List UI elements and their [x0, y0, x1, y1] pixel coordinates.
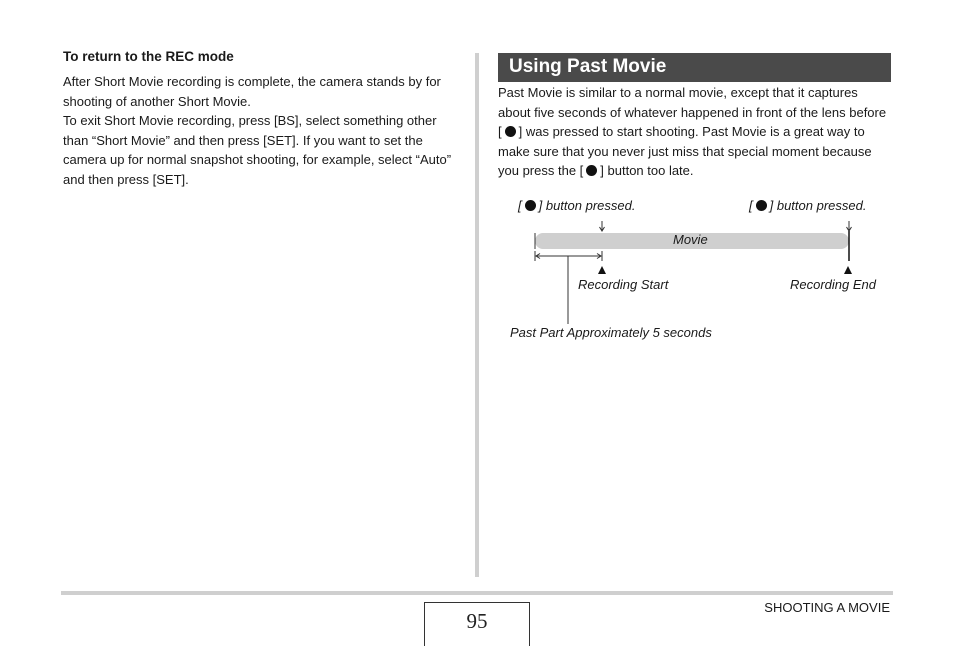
right-press-close: ] button pressed.	[769, 198, 867, 213]
recording-start-label: Recording Start	[578, 277, 669, 292]
intro-part-3: ] button too late.	[600, 163, 694, 178]
right-press-label	[749, 198, 866, 214]
footer-section-name: SHOOTING A MOVIE	[764, 600, 890, 615]
page-number: 95	[466, 609, 488, 633]
short-movie-standby-text: After Short Movie recording is complete, the camera stands by for shooting of another Short Movie.	[63, 74, 441, 109]
recording-end-label: Recording End	[790, 277, 876, 292]
footer-divider	[61, 591, 893, 595]
past-movie-description	[498, 83, 891, 181]
past-part-label: Past Part Approximately 5 seconds	[510, 325, 712, 340]
page-number-box	[424, 602, 530, 646]
left-press-open: [	[518, 198, 522, 213]
intro-part-1: Past Movie is similar to a normal movie, except that it captures about five seconds of whatever happened in front of the lens before [	[498, 85, 887, 139]
shutter-button-icon	[505, 126, 516, 137]
section-title: Using Past Movie	[509, 56, 667, 77]
return-rec-mode-heading: To return to the REC mode	[63, 49, 234, 64]
shutter-button-icon	[756, 200, 767, 211]
exit-short-movie-text: To exit Short Movie recording, press [BS], select something other than “Short Movie” and then press [SET]. If you want to set the camera up for normal snapshot shooting, for example, select “Auto” and then press [SET].	[63, 113, 452, 187]
intro-part-2: ] was pressed to start shooting. Past Movie is a great way to make sure that you never just miss that special moment because you press the [	[498, 124, 872, 178]
section-header	[498, 53, 891, 82]
left-press-close: ] button pressed.	[538, 198, 636, 213]
right-press-open: [	[749, 198, 753, 213]
recording-start-marker	[598, 266, 606, 274]
movie-bar-label: Movie	[673, 232, 708, 247]
recording-end-marker	[844, 266, 852, 274]
left-press-label	[518, 198, 635, 214]
left-column	[63, 48, 463, 189]
shutter-button-icon	[586, 165, 597, 176]
shutter-button-icon	[525, 200, 536, 211]
column-divider	[475, 53, 479, 577]
past-movie-diagram	[498, 190, 891, 350]
